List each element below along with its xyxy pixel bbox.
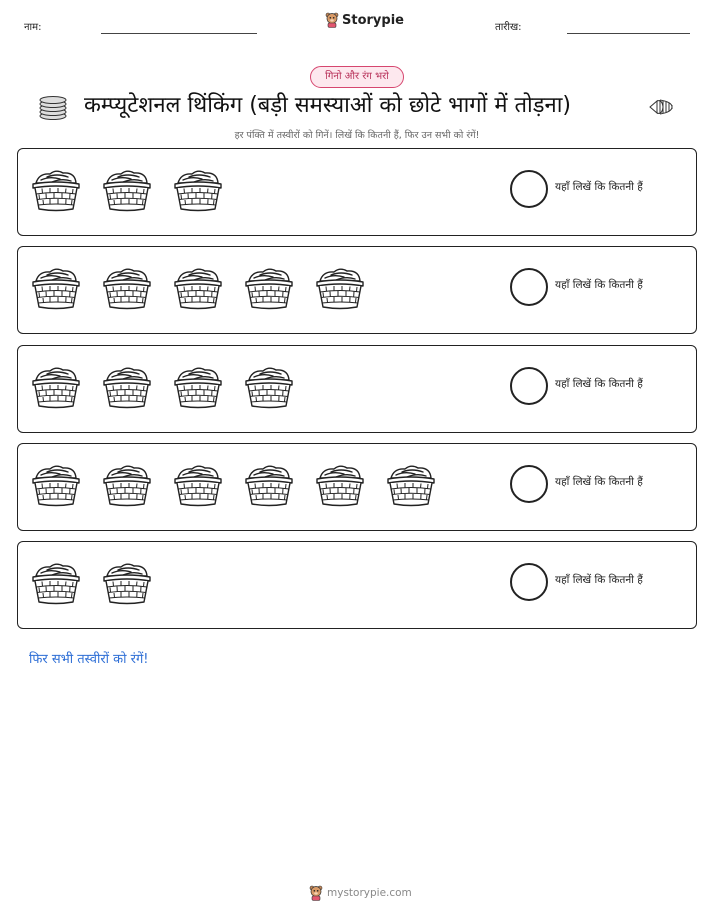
answer-circle[interactable] — [510, 268, 548, 306]
instructions: हर पंक्ति में तस्वीरों को गिनें। लिखें कि कितनी हैं, फिर उन सभी को रंगें! — [234, 130, 480, 141]
answer-label: यहाँ लिखें कि कितनी हैं — [555, 574, 643, 586]
bear-mascot-icon — [309, 885, 323, 901]
laundry-basket-icon[interactable] — [243, 364, 295, 410]
answer-label: यहाँ लिखें कि कितनी हैं — [555, 378, 643, 390]
answer-circle[interactable] — [510, 367, 548, 405]
laundry-basket-icon[interactable] — [101, 364, 153, 410]
counting-row — [17, 541, 697, 629]
answer-circle[interactable] — [510, 563, 548, 601]
hand-fan-icon — [648, 98, 674, 116]
date-line[interactable] — [567, 33, 690, 34]
name-line[interactable] — [101, 33, 257, 34]
laundry-basket-icon[interactable] — [101, 462, 153, 508]
laundry-basket-icon[interactable] — [385, 462, 437, 508]
basket-group — [30, 560, 153, 606]
counting-row — [17, 246, 697, 334]
answer-label: यहाँ लिखें कि कितनी हैं — [555, 181, 643, 193]
laundry-basket-icon[interactable] — [243, 462, 295, 508]
counting-row — [17, 443, 697, 531]
laundry-basket-icon[interactable] — [314, 462, 366, 508]
page-title: कम्प्यूटेशनल थिंकिंग (बड़ी समस्याओं को छोटे भागों में तोड़ना) — [84, 93, 571, 118]
laundry-basket-icon[interactable] — [314, 265, 366, 311]
counting-row — [17, 345, 697, 433]
laundry-basket-icon[interactable] — [30, 167, 82, 213]
answer-circle[interactable] — [510, 465, 548, 503]
laundry-basket-icon[interactable] — [101, 265, 153, 311]
laundry-basket-icon[interactable] — [172, 364, 224, 410]
answer-label: यहाँ लिखें कि कितनी हैं — [555, 279, 643, 291]
laundry-basket-icon[interactable] — [30, 364, 82, 410]
coloring-note: फिर सभी तस्वीरों को रंगें! — [29, 652, 149, 667]
laundry-basket-icon[interactable] — [30, 462, 82, 508]
bear-mascot-icon — [325, 12, 339, 28]
laundry-basket-icon[interactable] — [101, 167, 153, 213]
site-footer — [309, 885, 412, 901]
laundry-basket-icon[interactable] — [172, 462, 224, 508]
laundry-basket-icon[interactable] — [101, 560, 153, 606]
basket-group — [30, 167, 224, 213]
brand-logo — [325, 12, 404, 28]
basket-group — [30, 462, 437, 508]
answer-label: यहाँ लिखें कि कितनी हैं — [555, 476, 643, 488]
laundry-basket-icon[interactable] — [30, 560, 82, 606]
coin-stack-icon — [38, 93, 68, 121]
name-label: नाम: — [24, 22, 42, 33]
date-label: तारीख: — [495, 22, 522, 33]
answer-circle[interactable] — [510, 170, 548, 208]
laundry-basket-icon[interactable] — [172, 167, 224, 213]
brand-name: Storypie — [342, 12, 404, 28]
site-url: mystorypie.com — [327, 887, 412, 899]
counting-row — [17, 148, 697, 236]
laundry-basket-icon[interactable] — [243, 265, 295, 311]
basket-group — [30, 364, 295, 410]
basket-group — [30, 265, 366, 311]
activity-badge: गिनो और रंग भरो — [310, 66, 404, 88]
laundry-basket-icon[interactable] — [30, 265, 82, 311]
laundry-basket-icon[interactable] — [172, 265, 224, 311]
title-row — [0, 90, 714, 124]
